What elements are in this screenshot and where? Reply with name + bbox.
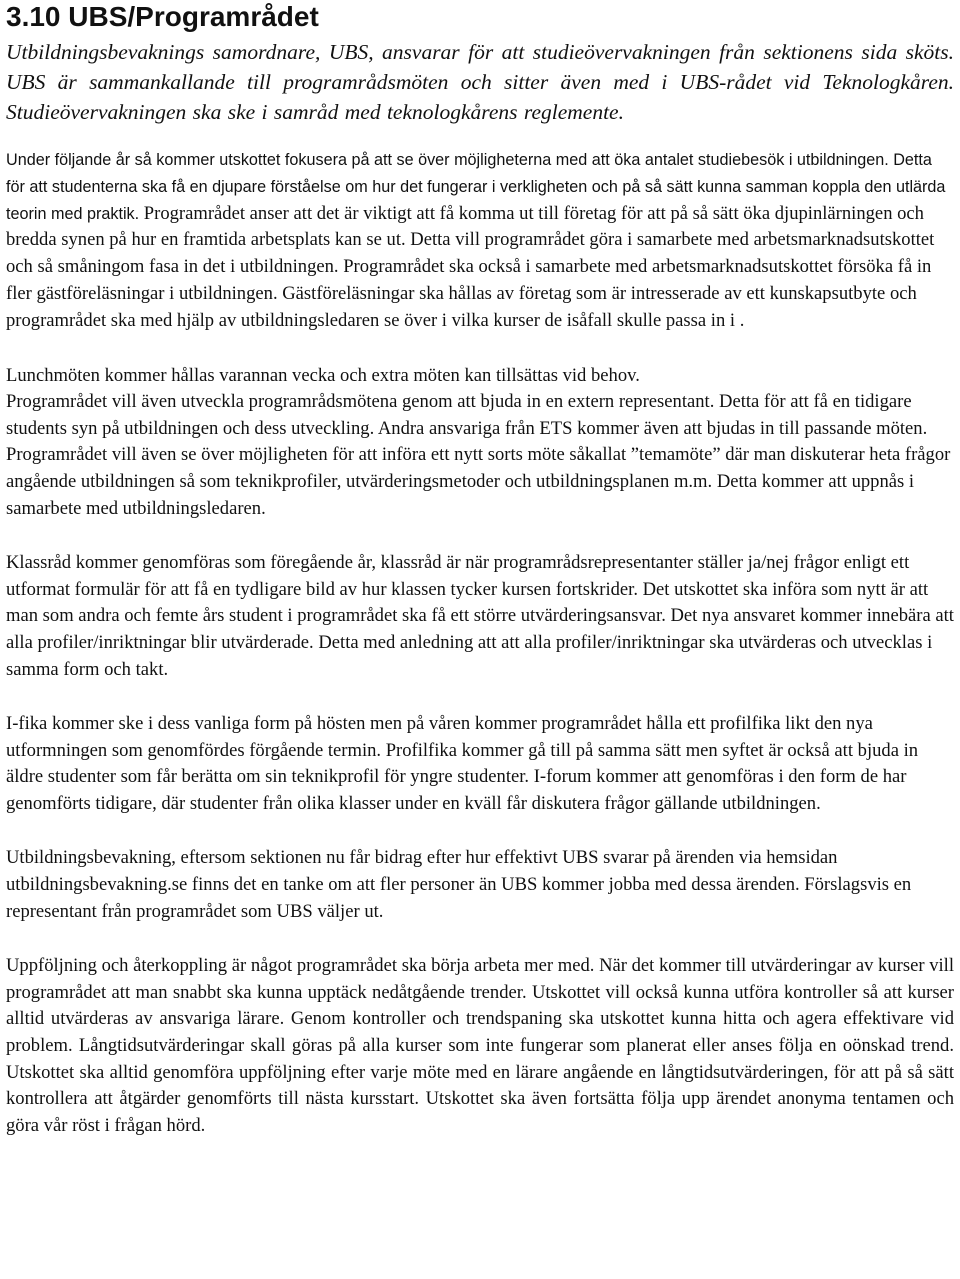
document-page: [6, 0, 954, 1139]
i-fika-paragraph: I-fika kommer ske i dess vanliga form på hösten men på våren kommer programrådet hålla ett profilfika likt den nya utformningen som genomfördes förgående termin. Profilfika kommer gå till på samma sätt men syftet är också att bjuda in äldre studenter som får berätta om sin teknikprofil för yngre studenter. I-forum kommer att genomföras i den form de har genomförts tidigare, där studenter från olika klasser under en kväll får diskutera frågor gällande utbildningen.: [6, 713, 919, 814]
external-representative-paragraph: Programrådet vill även utveckla programrådsmötena genom att bjuda in en extern representant. Detta för att få en tidigare students syn på utbildningen och dess utveckling. Andra ansvariga från ETS kommer även att bjudas in till passande möten. Programrådet vill även se över möjligheten för att införa ett nytt sorts möte såkallat ”temamöte” där man diskuterar heta frågor angående utbildningen så som teknikprofiler, utvärderingsmetoder och utbildningsplanen m.m. Detta kommer att uppnås i samarbete med utbildningsledaren.: [6, 391, 951, 519]
follow-up-paragraph: Uppföljning och återkoppling är något programrådet ska börja arbeta mer med. När det kommer till utvärderingar av kurser vill programrådet att man snabbt ska kunna upptäck nedåtgående trender. Utskottet vill också kunna utföra kontroller så att kurser alltid utvärderas av ansvariga lärare. Genom kontroller och trendspaning ska utskottet kunna hitta och agera effektivare vid problem. Långtidsutvärderingar skall göras på alla kurser som inte fungerar som planerat eller anses följa en oönskad trend. Utskottet ska alltid genomföra uppföljning efter varje möte med en lärare angående en långtidsutvärderingen, för att på så sätt kontrollera att åtgärder genomförts till nästa kursstart. Utskottet ska även fortsätta följa upp ärendet anonyma tentamen och göra vår röst i frågan hörd.: [6, 955, 954, 1136]
study-visits-paragraph: [6, 147, 954, 335]
education-monitoring-paragraph: Utbildningsbevakning, eftersom sektionen nu får bidrag efter hur effektivt UBS svarar på ärenden via hemsidan utbildningsbevakning.se finns det en tanke om att fler personer än UBS kommer jobba med dessa ärenden. Förslagsvis en representant från programrådet som UBS väljer ut.: [6, 847, 912, 922]
intro-paragraph: Utbildningsbevaknings samordnare, UBS, ansvarar för att studieövervakningen från sektionens sida sköts. UBS är sammankallande till programrådsmöten och sitter även med i UBS-rådet vid Teknologkåren. Studieövervakningen ska ske i samråd med teknologkårens reglemente.: [6, 40, 954, 124]
company-visits-text: Programrådet anser att det är viktigt att få komma ut till företag för att på så sätt öka djupinlärningen och bredda synen på hur en framtida arbetsplats kan se ut. Detta vill programrådet göra i samarbete med arbetsmarknadsutskottet och så småningom fasa in det i utbildningen. Programrådet ska också i samarbete med arbetsmarknadsutskottet försöka få in fler gästföreläsningar i utbildningen. Gästföreläsningar ska hållas av företag som är intresserade av ett kunskapsutbyte och programrådet ska med hjälp av utbildningsledaren se över i vilka kurser de isåfall skulle passa in i .: [6, 202, 935, 331]
lunch-meetings-paragraph: Lunchmöten kommer hållas varannan vecka och extra möten kan tillsättas vid behov.: [6, 364, 640, 386]
study-visits-text: Under följande år så kommer utskottet fokusera på att se över möjligheterna med att öka antalet studiebesök i utbildningen. Detta för att studenterna ska få en djupare förståelse om hur det fungerar i verkligheten och på så sätt kunna samman koppla den utlärda teorin med praktik.: [6, 151, 946, 223]
class-council-paragraph: Klassråd kommer genomföras som föregående år, klassråd är när programrådsrepresentanter ställer ja/nej frågor enligt ett utformat formulär för att få en tydligare bild av hur klassen tycker kursen fortskrider. Det utskottet ska införa som nytt är att man som andra och femte års student i programrådet ska få ett större utvärderingsansvar. Det nya ansvaret kommer innebära att alla profiler/inriktningar blir utvärderade. Detta med anledning att att alla profiler/inriktningar ska utvärderas och utvecklas i samma form och takt.: [6, 552, 954, 680]
section-heading: 3.10 UBS/Programrådet: [6, 1, 319, 32]
